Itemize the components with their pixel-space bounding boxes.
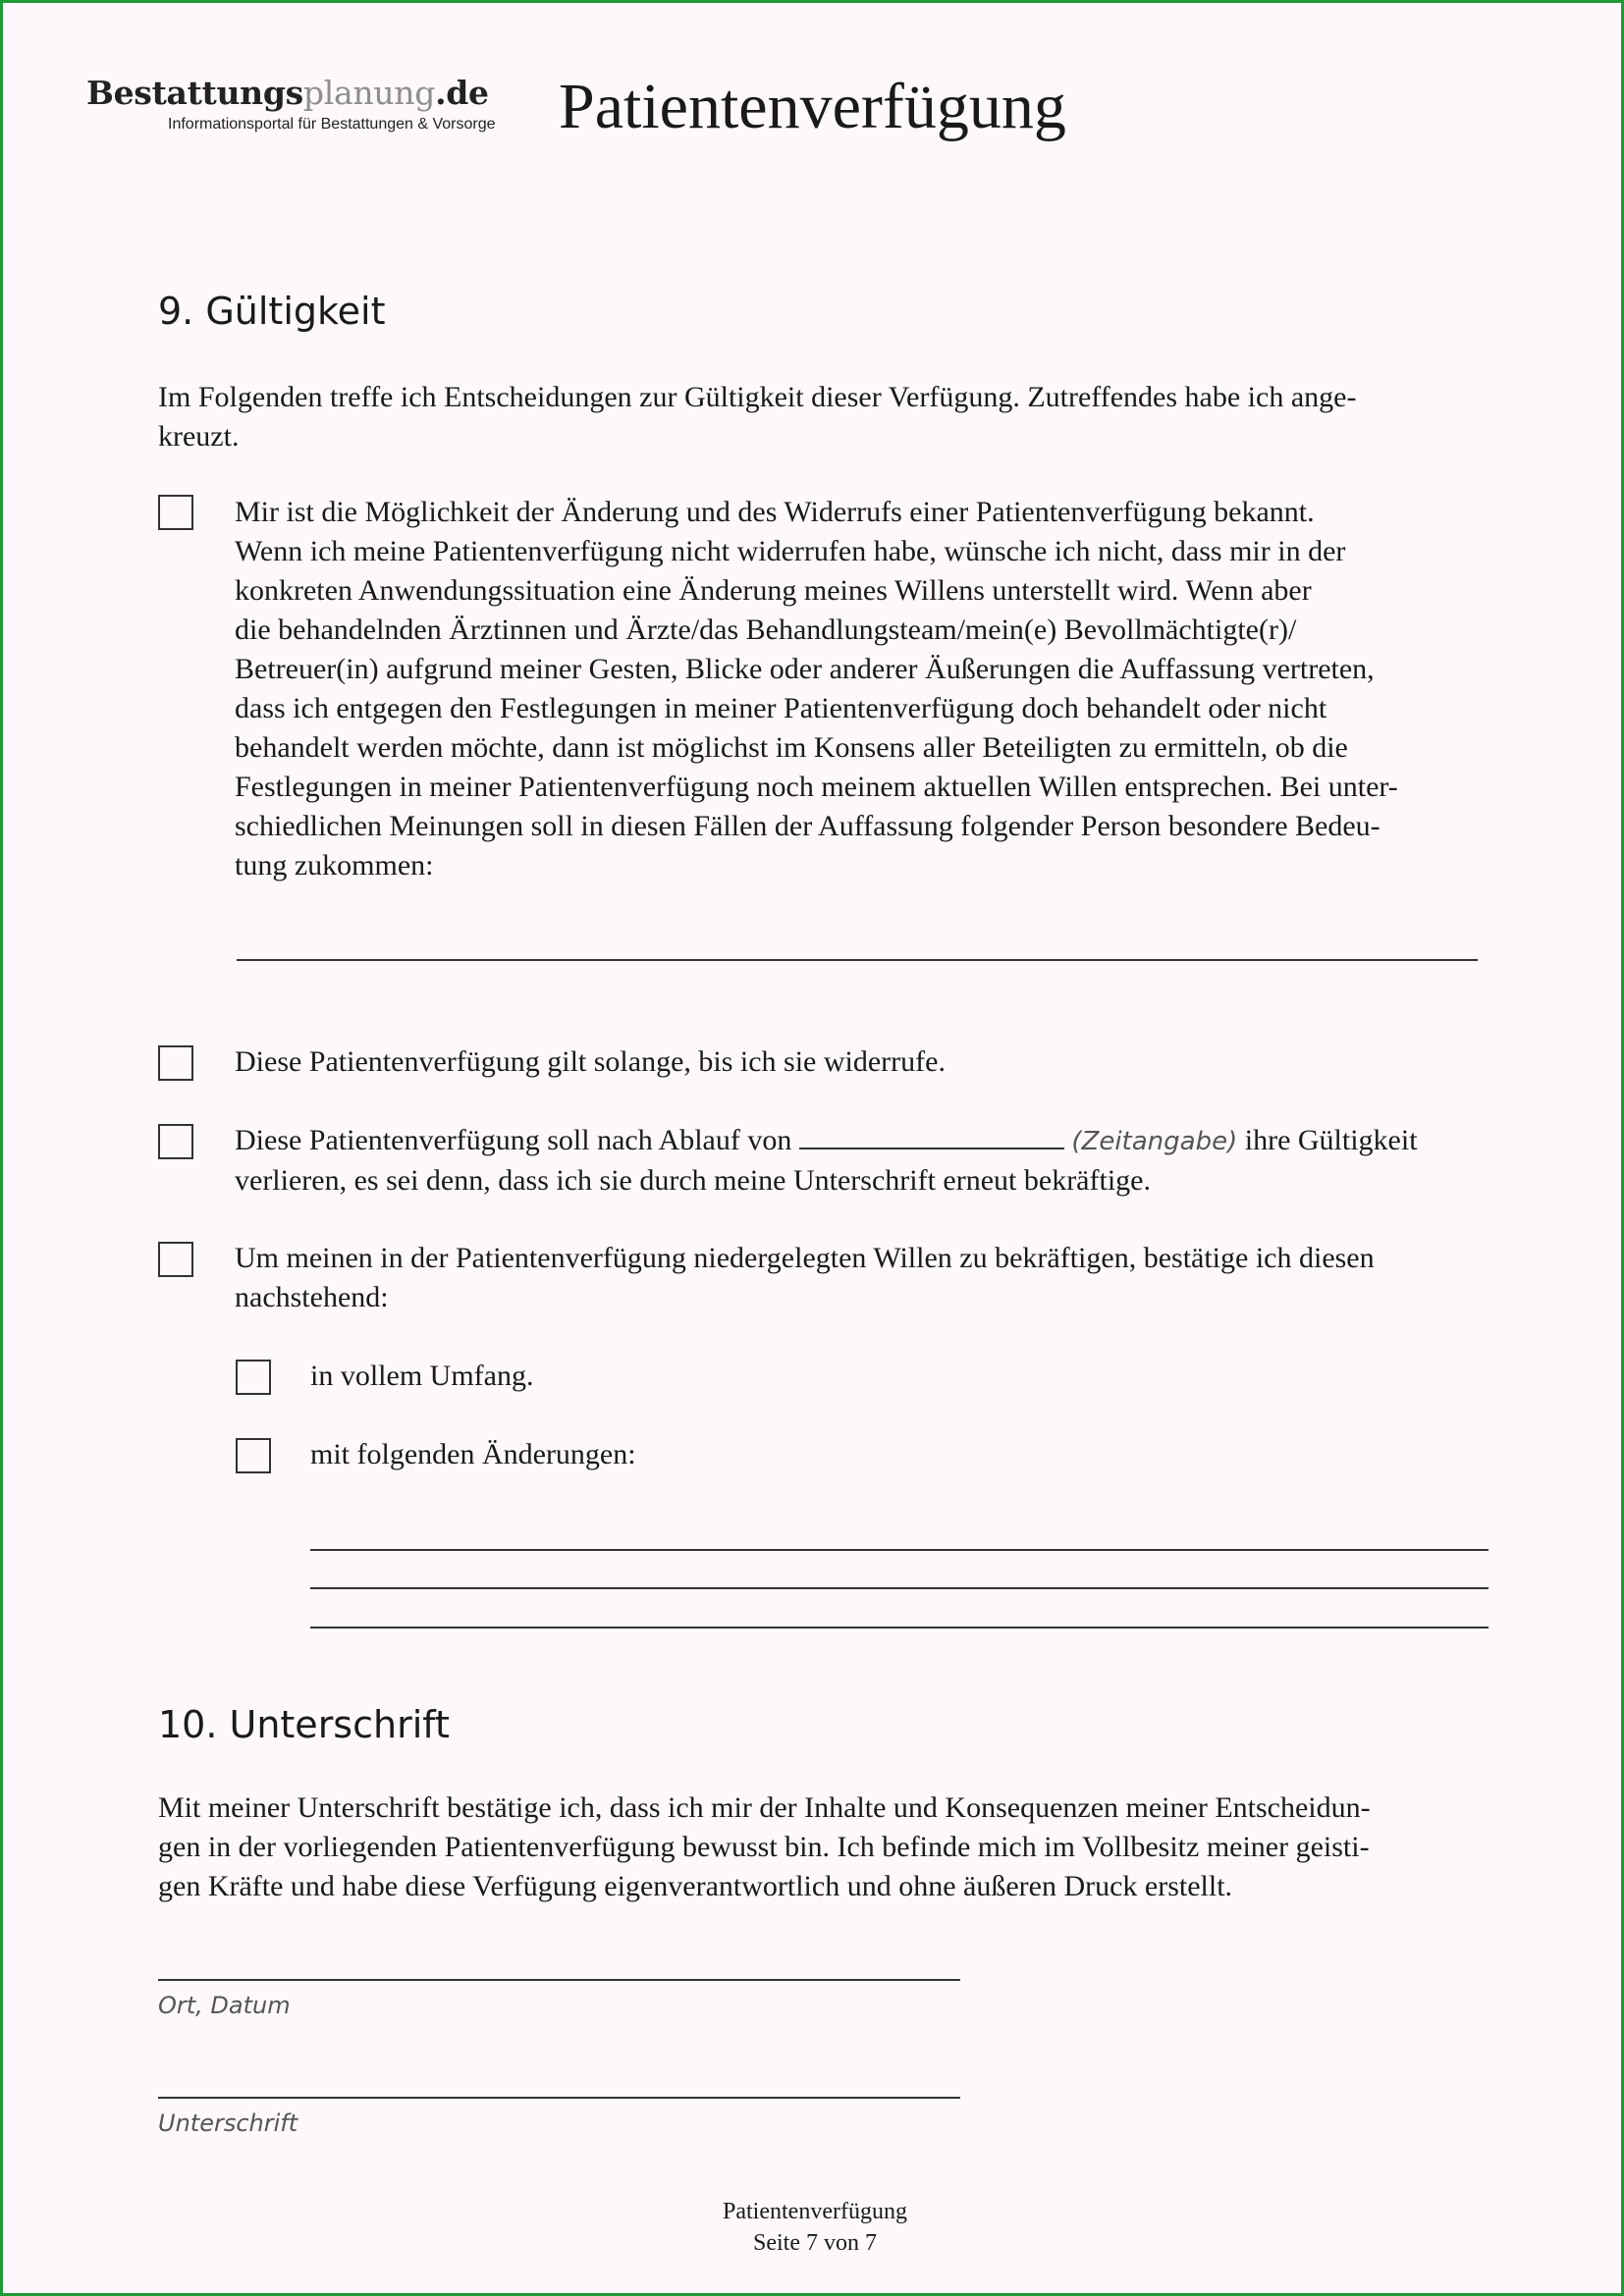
checkbox-full-scope[interactable] bbox=[236, 1360, 271, 1395]
option-1-line: behandelt werden möchte, dann ist möglichst im Konsens aller Beteiligten zu ermitteln, ob die bbox=[235, 731, 1348, 764]
option-1-line: Mir ist die Möglichkeit der Änderung und des Widerrufs einer Patientenverfügung bekannt. bbox=[235, 496, 1315, 528]
section-10-line: Mit meiner Unterschrift bestätige ich, dass ich mir der Inhalte und Konsequenzen meiner Entscheidun- bbox=[158, 1791, 1371, 1824]
option-1-line: Festlegungen in meiner Patientenverfügung noch meinem aktuellen Willen entsprechen. Bei unter- bbox=[235, 771, 1398, 803]
signature-field[interactable] bbox=[158, 2097, 960, 2099]
option-1-line: Wenn ich meine Patientenverfügung nicht widerrufen habe, wünsche ich nicht, dass mir in der bbox=[235, 535, 1346, 567]
intro-line-1: Im Folgenden treffe ich Entscheidungen zur Gültigkeit dieser Verfügung. Zutreffendes habe ich ange- bbox=[158, 381, 1357, 413]
section-9-intro bbox=[158, 378, 1513, 456]
sub-option-2-text: mit folgenden Änderungen: bbox=[310, 1438, 636, 1470]
option-1-text bbox=[235, 493, 1609, 885]
checkbox-revocation-known[interactable] bbox=[158, 495, 193, 530]
option-1-line: Betreuer(in) aufgrund meiner Gesten, Blicke oder anderer Äußerungen die Auffassung vertreten, bbox=[235, 653, 1375, 685]
section-10-body bbox=[158, 1789, 1582, 1906]
option-3-text bbox=[235, 1121, 1609, 1201]
option-2-text: Diese Patientenverfügung gilt solange, bis ich sie widerrufe. bbox=[235, 1045, 946, 1078]
document-title: Patientenverfügung bbox=[559, 71, 1066, 142]
logo-light: planung bbox=[302, 74, 436, 112]
checkbox-expires-after[interactable] bbox=[158, 1124, 193, 1159]
option-3-line-2: verlieren, es sei denn, dass ich sie durch meine Unterschrift erneut bekräftige. bbox=[235, 1164, 1151, 1197]
section-10-heading: 10. Unterschrift bbox=[158, 1703, 450, 1746]
person-name-field[interactable] bbox=[237, 959, 1478, 961]
place-date-label: Ort, Datum bbox=[158, 1992, 291, 2019]
footer-page-number: Seite 7 von 7 bbox=[753, 2230, 877, 2256]
option-4-line-1: Um meinen in der Patientenverfügung niedergelegten Willen zu bekräftigen, bestätige ich diesen bbox=[235, 1242, 1375, 1274]
signature-label: Unterschrift bbox=[158, 2109, 298, 2137]
time-period-field[interactable] bbox=[799, 1122, 1064, 1149]
section-10-line: gen Kräfte und habe diese Verfügung eigenverantwortlich und ohne äußeren Druck erstellt. bbox=[158, 1870, 1233, 1902]
changes-line-1[interactable] bbox=[310, 1549, 1489, 1551]
logo-tagline: Informationsportal für Bestattungen & Vorsorge bbox=[168, 116, 496, 133]
option-3-line-1 bbox=[235, 1121, 1609, 1161]
option-1-line: die behandelnden Ärztinnen und Ärzte/das Behandlungsteam/mein(e) Bevollmächtigte(r)/ bbox=[235, 614, 1297, 646]
footer-title: Patientenverfügung bbox=[723, 2199, 907, 2224]
place-date-field[interactable] bbox=[158, 1979, 960, 1981]
sub-option-1-text: in vollem Umfang. bbox=[310, 1360, 534, 1392]
option-4-text bbox=[235, 1239, 1609, 1317]
option-3-pre: Diese Patientenverfügung soll nach Ablauf von bbox=[235, 1124, 792, 1156]
time-hint: (Zeitangabe) bbox=[1071, 1127, 1238, 1156]
section-10-line: gen in der vorliegenden Patientenverfügung bewusst bin. Ich befinde mich im Vollbesitz meiner geisti- bbox=[158, 1831, 1370, 1863]
option-1-line: konkreten Anwendungssituation eine Änderung meines Willens unterstellt wird. Wenn aber bbox=[235, 574, 1312, 607]
logo-bold: Bestattungs bbox=[86, 74, 303, 112]
checkbox-valid-until-revoked[interactable] bbox=[158, 1045, 193, 1081]
footer bbox=[3, 2196, 1624, 2259]
option-1-line: tung zukommen: bbox=[235, 849, 434, 881]
option-3-post: ihre Gültigkeit bbox=[1244, 1124, 1418, 1156]
checkbox-confirm-will[interactable] bbox=[158, 1242, 193, 1277]
option-4-line-2: nachstehend: bbox=[235, 1281, 389, 1313]
changes-line-2[interactable] bbox=[310, 1587, 1489, 1589]
section-9-heading: 9. Gültigkeit bbox=[158, 290, 386, 333]
option-1-line: schiedlichen Meinungen soll in diesen Fällen der Auffassung folgender Person besondere Bedeu- bbox=[235, 810, 1380, 842]
checkbox-with-changes[interactable] bbox=[236, 1438, 271, 1473]
option-1-line: dass ich entgegen den Festlegungen in meiner Patientenverfügung doch behandelt oder nicht bbox=[235, 692, 1327, 724]
intro-line-2: kreuzt. bbox=[158, 420, 240, 453]
site-logo bbox=[86, 74, 489, 112]
changes-line-3[interactable] bbox=[310, 1627, 1489, 1629]
logo-tld: .de bbox=[435, 74, 489, 112]
